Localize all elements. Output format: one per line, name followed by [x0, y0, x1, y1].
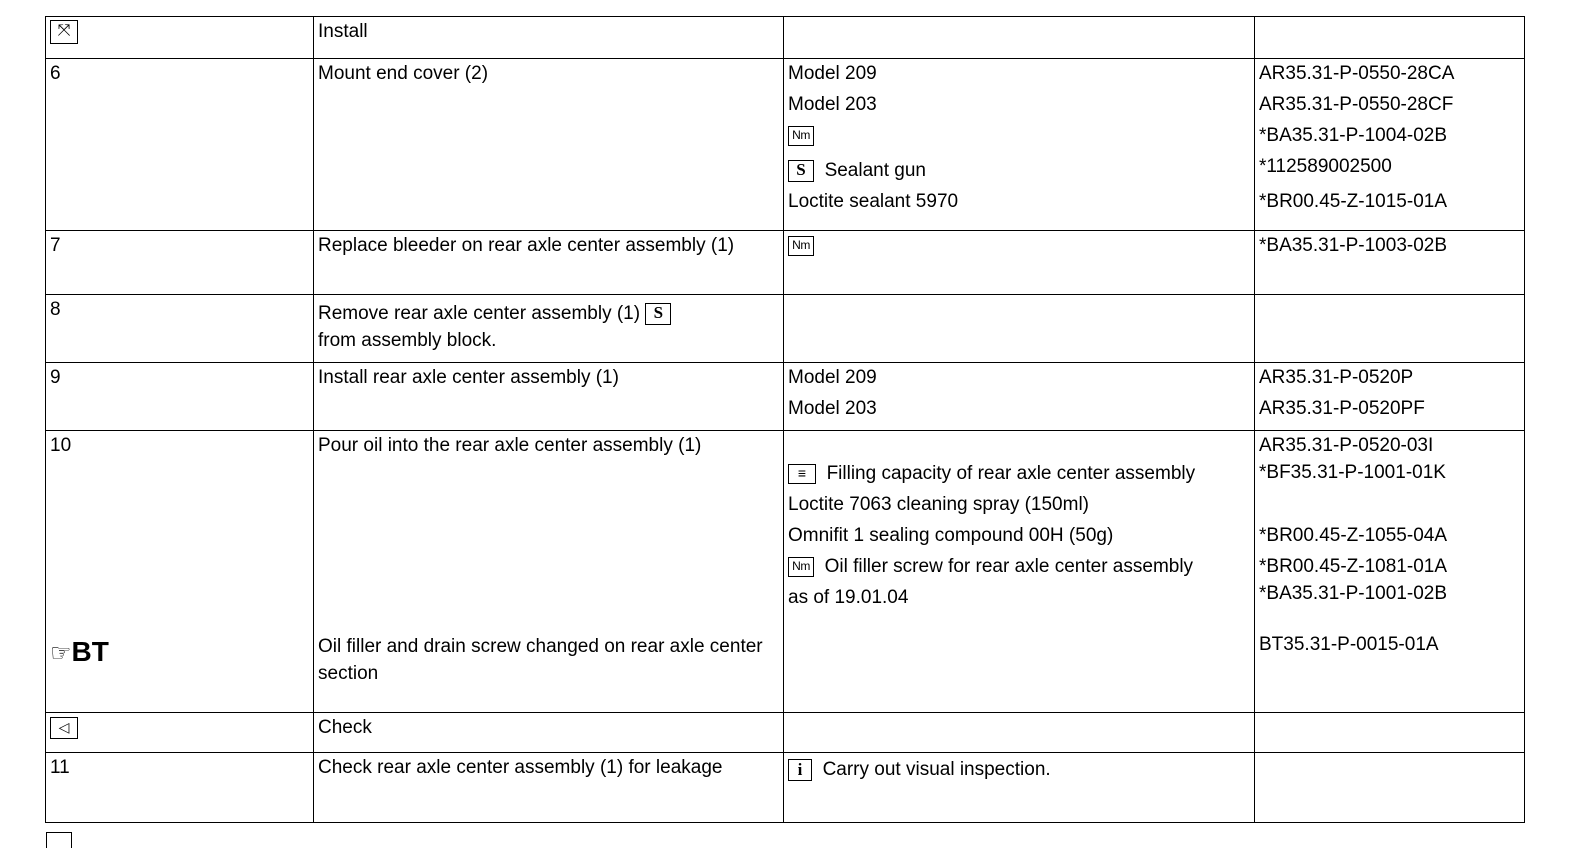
- note-date: as of 19.01.04: [788, 586, 909, 608]
- table-row-step-6: [46, 59, 1525, 231]
- table-row-check: [46, 713, 1525, 753]
- note-visual-inspection: Carry out visual inspection.: [822, 759, 1051, 780]
- ref-link[interactable]: AR35.31-P-0550-28CA: [1259, 63, 1455, 84]
- table-row-step-8: [46, 295, 1525, 363]
- note-oil-filler-screw: Oil filler screw for rear axle center assembly: [824, 555, 1194, 577]
- step-number: 10: [50, 435, 72, 456]
- note-model-209: Model 209: [788, 367, 877, 388]
- section-label-check: Check: [318, 717, 372, 738]
- ref-link[interactable]: AR35.31-P-0550-28CF: [1259, 93, 1454, 115]
- note-filling-capacity: Filling capacity of rear axle center assembly: [826, 463, 1196, 484]
- note-cleaning-spray: Loctite 7063 cleaning spray (150ml): [788, 493, 1090, 515]
- note-model-209: Model 209: [788, 63, 877, 84]
- ref-link[interactable]: *BF35.31-P-1001-01K: [1259, 461, 1446, 483]
- ref-link[interactable]: AR35.31-P-0520PF: [1259, 397, 1425, 419]
- torque-icon: Nm: [788, 557, 814, 577]
- special-tool-icon: S: [645, 303, 671, 325]
- ref-link[interactable]: *112589002500: [1259, 155, 1392, 177]
- torque-icon: Nm: [788, 126, 814, 146]
- ref-link[interactable]: AR35.31-P-0520P: [1259, 367, 1414, 388]
- step-number: 9: [50, 367, 61, 388]
- ref-link[interactable]: *BA35.31-P-1003-02B: [1259, 235, 1448, 256]
- procedure-table: [45, 16, 1525, 823]
- table-row-install: [46, 17, 1525, 59]
- ref-link[interactable]: *BR00.45-Z-1015-01A: [1259, 190, 1447, 212]
- table-row-step-11: [46, 753, 1525, 823]
- note-sealant-gun: Sealant gun: [824, 159, 926, 181]
- bulletin-hand-icon: ☞: [50, 639, 72, 667]
- step-number: 8: [50, 299, 61, 320]
- bulletin-action: Oil filler and drain screw changed on rear axle center section: [318, 635, 763, 684]
- bulletin-marker: [50, 635, 309, 667]
- step-action: Check rear axle center assembly (1) for leakage: [318, 757, 723, 778]
- ref-link[interactable]: *BA35.31-P-1001-02B: [1259, 582, 1448, 604]
- note-loctite-5970: Loctite sealant 5970: [788, 190, 959, 212]
- step-number: 7: [50, 235, 61, 256]
- bulletin-label: BT: [71, 635, 109, 667]
- torque-icon: Nm: [788, 236, 814, 256]
- check-icon: ◁: [50, 717, 78, 739]
- ref-link[interactable]: *BA35.31-P-1004-02B: [1259, 124, 1448, 146]
- step-action: Pour oil into the rear axle center assembly (1): [318, 435, 702, 456]
- step-action-continued: from assembly block.: [318, 329, 497, 351]
- info-icon: i: [788, 759, 812, 781]
- ref-link[interactable]: *BR00.45-Z-1081-01A: [1259, 555, 1447, 577]
- note-model-203: Model 203: [788, 93, 877, 115]
- step-number: 6: [50, 63, 61, 84]
- note-model-203: Model 203: [788, 397, 877, 419]
- ref-link[interactable]: BT35.31-P-0015-01A: [1259, 633, 1439, 655]
- install-icon: ⤧: [50, 20, 78, 44]
- filling-capacity-icon: ≡: [788, 464, 816, 484]
- next-row-icon-stub: [46, 832, 72, 848]
- table-row-step-9: [46, 363, 1525, 431]
- step-number: 11: [50, 757, 70, 778]
- note-sealing-compound: Omnifit 1 sealing compound 00H (50g): [788, 524, 1114, 546]
- special-tool-icon: S: [788, 160, 814, 182]
- ref-link[interactable]: *BR00.45-Z-1055-04A: [1259, 524, 1447, 546]
- step-action: Mount end cover (2): [318, 63, 489, 84]
- table-row-step-10: [46, 431, 1525, 713]
- ref-link[interactable]: AR35.31-P-0520-03I: [1259, 435, 1434, 456]
- table-row-step-7: [46, 231, 1525, 295]
- step-action: Remove rear axle center assembly (1): [318, 303, 641, 324]
- section-label-install: Install: [318, 21, 368, 42]
- step-action: Replace bleeder on rear axle center assembly (1): [318, 235, 735, 256]
- step-action: Install rear axle center assembly (1): [318, 367, 619, 388]
